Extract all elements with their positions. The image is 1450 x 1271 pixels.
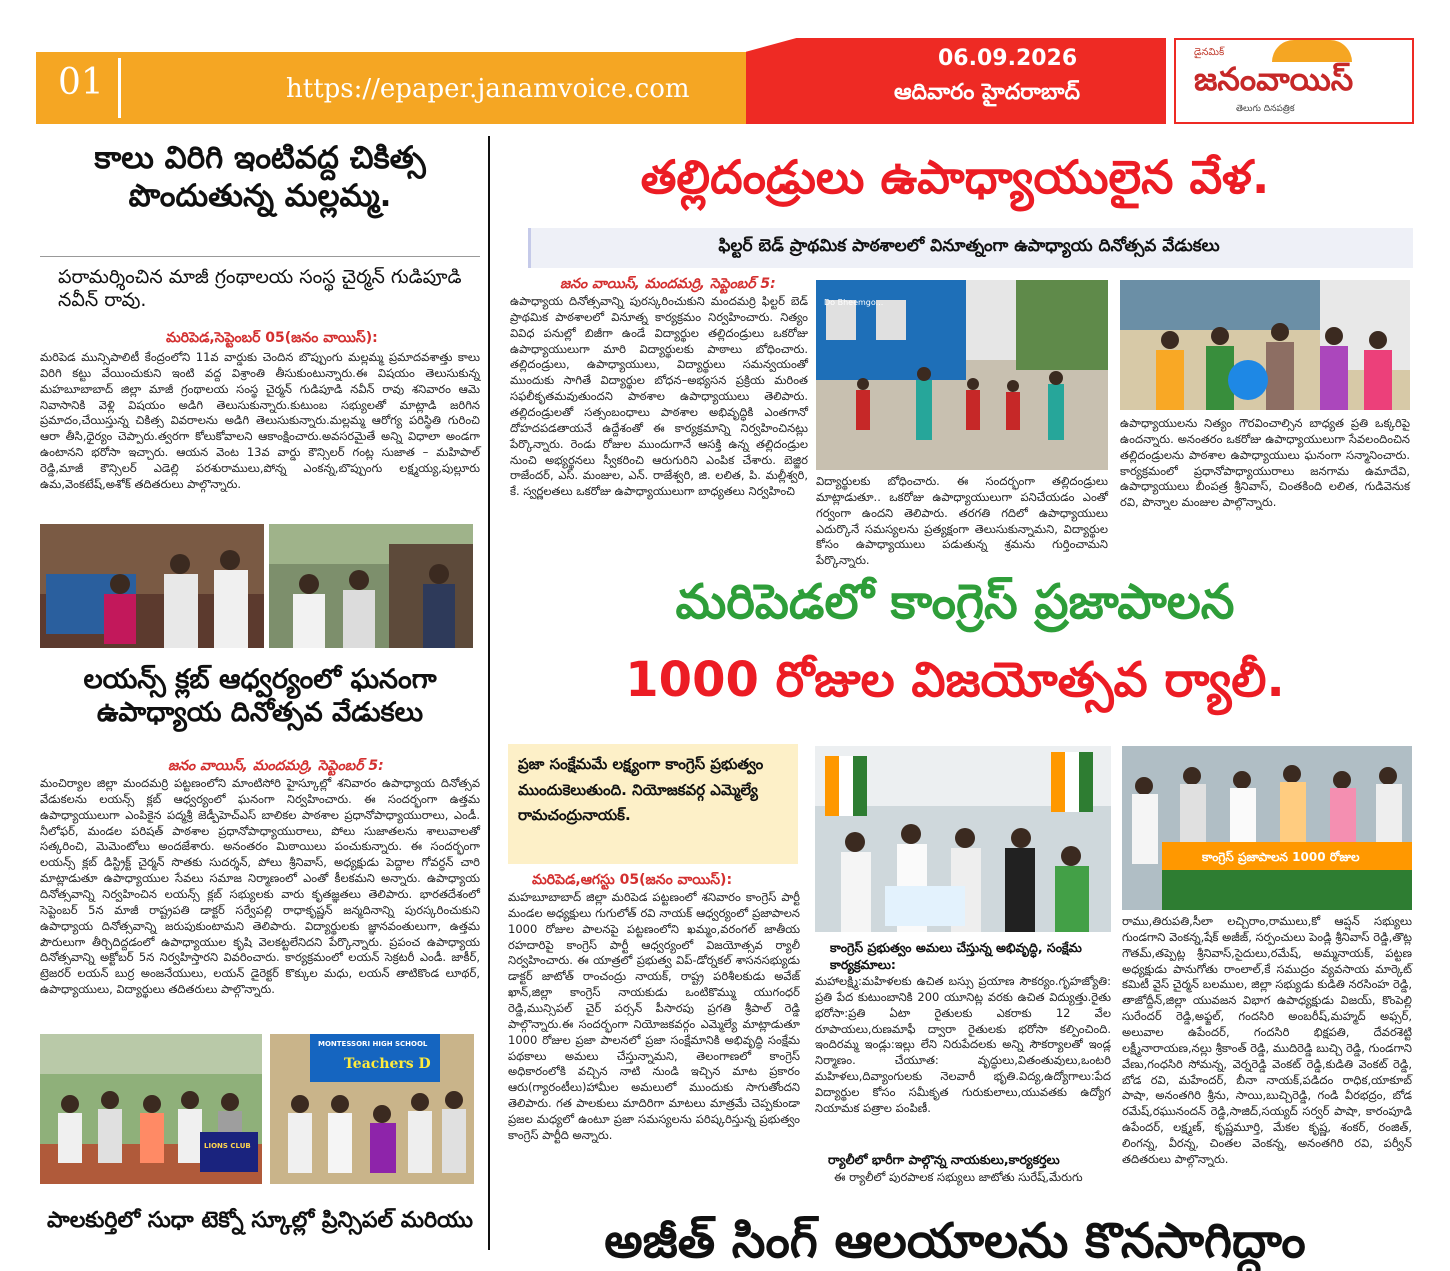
photo-wall-sign: Do Bheemgo... — [824, 298, 884, 307]
header-divider — [118, 58, 121, 118]
lions-club-banner-text: LIONS CLUB — [204, 1142, 251, 1150]
column-divider — [488, 136, 490, 1250]
photo-illustration — [815, 746, 1111, 932]
photo-illustration — [1120, 280, 1410, 410]
photo-school-yard-students — [816, 280, 1108, 470]
banner-school-text: MONTESSORI HIGH SCHOOL — [318, 1040, 428, 1048]
story4-body-col1: ఉపాధ్యాయ దినోత్సవాన్ని పురస్కరించుకుని మందమర్రి ఫిల్టర్ బెడ్ ప్రాథమిక పాఠశాలలో వినూత్న కార్యక్రమం నిర్వహించారు. నిత్యం వివిధ పనుల్లో బిజీగా ఉండే విద్యార్థుల తల్లిదండ్రులు ఒకరోజు ఉపాధ్యాయులుగా మారి విద్యార్థులకు పాఠాలు బోధించారు. తల్లిదండ్రులు, ఉపాధ్యాయులు, విద్యార్థులు సమన్వయంతో ముందుకు సాగితే విద్యార్థుల బోధన–అభ్యసన ప్రక్రియ మరింత సఫలీకృతమవుతుందని పాఠశాల ఉపాధ్యాయులు తెలిపారు. తల్లిదండ్రులతో సత్సంబంధాలు పాఠశాల అభివృద్ధికి ఎంతగానో దోహదపడతాయనే ఉద్దేశంతో ఈ కార్యక్రమాన్ని నిర్వహించినట్లు పేర్కొన్నారు. రెండు రోజుల ముందుగానే ఆసక్తి ఉన్న తల్లిదండ్రుల నుంచి అభ్యర్థనలు స్వీకరించి ఆరుగురిని ఎంపిక చేశారు. బెజ్జిర రాజేందర్, ఎస్. మంజుల, ఎన్. రాజేశ్వరి, జి. లలిత, పి. మల్లీశ్వరి, కే. స్వర్ణలతలు ఒకరోజు ఉపాధ్యాయులుగా బాధ్యతలు నిర్వహించి — [510, 294, 808, 499]
rally-banner-text: కాంగ్రెస్ ప్రజాపాలన 1000 రోజుల — [1202, 850, 1360, 864]
story4-headline: తల్లిదండ్రులు ఉపాధ్యాయులైన వేళ. — [640, 150, 1270, 204]
story5-headline-line1: మరిపెడలో కాంగ్రెస్ ప్రజాపాలన — [675, 574, 1235, 630]
logo-tagline: తెలుగు దినపత్రిక — [1236, 104, 1295, 114]
story5-body-col1: మహబూబాబాద్ జిల్లా మరిపెడ పట్టణంలో శనివారం కాంగ్రెస్ పార్టీ మండల అధ్యక్షులు గుగులోత్ రవి నాయక్ ఆధ్వర్యంలో ప్రజాపాలన 1000 రోజుల పాలనపై పట్టణంలోని ఖమ్మం,వరంగల్ జాతీయ రహదారిపై కాంగ్రెస్ పార్టీ ఆధ్వర్యంలో విజయోత్సవ ర్యాలీ నిర్వహించారు. ఈ యాత్రలో ప్రభుత్వ విప్-డోర్నకల్ శాసనసభ్యుడు డాక్టర్ జాటోత్ రాంచంద్రు నాయక్, రాష్ట్ర పరిశీలకుడు అవేజ్ ఖాన్,జిల్లా కాంగ్రెస్ నాయకుడు ఒంటికొమ్ము యుగంధర్ రెడ్డి,మున్సిపల్ చైర్ పర్సన్ పీసారపు ప్రగతి శ్రీపాల్ రెడ్డి పాల్గొన్నారు.ఈ సందర్భంగా నియోజకవర్గం ఎమ్మెల్యే మాట్లాడుతూ 1000 రోజుల ప్రజా పాలనలో ప్రజా సంక్షేమానికి అభివృద్ధి సంక్షేమ పథకాలు అమలు చేస్తున్నామని, తెలంగాణలో కాంగ్రెస్ అధికారంలోకి వచ్చిన నాటి నుండి ఇచ్చిన మాట ప్రకారం ఆరు(గ్యారంటీలు)హామీల అమలులో ముందుకు సాగుతోందని తెలిపారు. గత పాలకులు మాదిరిగా మాటలు మాత్రమే చెప్పకుండా ప్రజల మధ్యలో ఉంటూ ప్రజా సమస్యలను పరిష్కరిస్తున్న ప్రభుత్వం కాంగ్రెస్ పార్టీది అన్నారు. — [508, 890, 800, 1142]
story1-headline: కాలు విరిగి ఇంటివద్ద చికిత్స పొందుతున్న మల్లమ్మ. — [94, 140, 426, 214]
photo-illustration — [816, 280, 1108, 470]
photo-illustration — [1122, 746, 1412, 910]
story1-body: మరిపెడ మున్సిపాలిటీ కేంద్రంలోని 11వ వార్డుకు చెందిన బొప్పుంగు మల్లమ్మ ప్రమాదవశాత్తు కాలు విరిగి కట్టు వేయించుకుని ఇంటి వద్ద విశ్రాంతి తీసుకుంటున్నారు.ఈ విషయం తెలుసుకున్న మహబూబాబాద్ జిల్లా మాజీ గ్రంథాలయ సంస్థ చైర్మన్ గుడిపూడి నవీన్ రావు శనివారం ఆమె నివాసానికి వెళ్లి విషయం అడిగి తెలుసుకున్నారు.కుటుంబ సభ్యులతో మాట్లాడి జరిగిన ప్రమాదం,చేయిస్తున్న చికిత్స వివరాలను అడిగి తెలుసుకున్నారు.మల్లమ్మ ఆరోగ్య పరిస్థితి గురించి ఆరా తీసి,ధైర్యం చెప్పారు.త్వరగా కోలుకోవాలని ఆకాంక్షించారు.అవసరమైతే అన్ని విధాలా అండగా ఉంటానని భరోసా ఇచ్చారు. ఆయన వెంట 13వ వార్డు కౌన్సిలర్ గంట్ల సుజాత – మహిపాల్ రెడ్డి,మాజీ కౌన్సిలర్ ఎడెల్లి పరశురాములు,పోన్న ఎంకన్న,బొప్పుంగు లక్ష్మయ్య,పుల్లూరు ఉమ,వెంకటేష్,అశోక్ తదితరులు పాల్గొన్నారు. — [40, 350, 480, 491]
story5-body-col2b: ఈ ర్యాలీలో పురపాలక సభ్యులు జాటోతు సురేష్,మేరుగు — [834, 1170, 1083, 1184]
rule — [40, 256, 480, 257]
story5-headline-line2: 1000 రోజుల విజయోత్సవ ర్యాలీ. — [625, 652, 1285, 708]
photo-home-visit — [269, 524, 473, 648]
photo-illustration — [40, 1034, 262, 1184]
story2-dateline: జనం వాయిస్, మందమర్రి, సెప్టెంబర్ 5: — [168, 758, 384, 774]
issue-date: 06.09.2026 — [938, 46, 1078, 71]
banner-teachers-text: Teachers D — [344, 1056, 431, 1072]
photo-congress-rally-leaders — [815, 746, 1111, 932]
story4-dateline: జనం వాయిస్, మందమర్రి, సెప్టెంబర్ 5: — [560, 276, 776, 292]
photo-illustration — [269, 524, 473, 648]
photo-injured-woman-visit — [40, 524, 264, 648]
issue-day-city: ఆదివారం హైదరాబాద్ — [894, 80, 1080, 105]
story5-subhead2: ర్యాలీలో భారీగా పాల్గొన్న నాయకులు,కార్యకర్తలు — [828, 1152, 1060, 1167]
site-link[interactable]: https://epaper.janamvoice.com — [286, 74, 690, 104]
logo-small-text: డైనమిక్ — [1194, 47, 1225, 58]
story6-headline: అజీత్ సింగ్ ఆలయాలను కొనసాగిద్దాం — [604, 1213, 1306, 1269]
photo-illustration — [40, 524, 264, 648]
photo-congress-rally-banner — [1122, 746, 1412, 910]
masthead-logo — [1174, 38, 1414, 124]
photo-lions-club-event — [40, 1034, 262, 1184]
story3-headline: పాలకుర్తిలో సుధా టెక్నో స్కూల్లో ప్రిన్సిపల్ మరియు — [47, 1208, 473, 1233]
story4-subhead: ఫిల్టర్ బెడ్ ప్రాథమిక పాఠశాలలో వినూత్నంగా ఉపాధ్యాయ దినోత్సవ వేడుకలు — [718, 236, 1220, 256]
story4-body-col2: విద్యార్థులకు బోధించారు. ఈ సందర్భంగా తల్లిదండ్రులు మాట్లాడుతూ.. ఒకరోజు ఉపాధ్యాయులుగా పనిచేయడం ఎంతో గర్వంగా ఉందని తెలిపారు. తరగతి గదిలో ఉపాధ్యాయులు ఎదుర్కొనే సమస్యలను ప్రత్యక్షంగా తెలుసుకున్నామని, విద్యార్థుల కోసం ఉపాధ్యాయులు పడుతున్న శ్రమను గుర్తించామని పేర్కొన్నారు. — [816, 474, 1108, 568]
photo-classroom-globe — [1120, 280, 1410, 410]
sun-icon — [1272, 40, 1352, 62]
story5-body-col2: మహాలక్ష్మి:మహిళలకు ఉచిత బస్సు ప్రయాణ సౌకర్యం.గృహజ్యోతి: ప్రతి పేద కుటుంబానికి 200 యూనిట్ల వరకు ఉచిత విద్యుత్తు.రైతు భరోసా:ప్రతి ఏటా రైతులకు ఎకరాకు 12 వేల రూపాయలు,రుణమాఫీ ద్వారా రైతులకు భరోసా కల్పించింది. ఇందిరమ్మ ఇండ్లు:ఇల్లు లేని నిరుపేదలకు అన్ని సౌకర్యాలతో ఇండ్ల నిర్మాణం. చేయూత: వృద్ధులు,వితంతువులు,ఒంటరి మహిళలు,దివ్యాంగులకు నెలవారీ భృతి.విద్య,ఉద్యోగాలు:పేద విద్యార్థుల కోసం సమీకృత గురుకులాలు,యువతకు ఉద్యోగ నియామక పత్రాల పంపిణీ. — [815, 974, 1111, 1115]
page-number: 01 — [58, 62, 104, 103]
story1-subhead: పరామర్శించిన మాజీ గ్రంథాలయ సంస్థ చైర్మన్ గుడిపూడి నవీన్ రావు. — [58, 266, 462, 312]
story1-dateline: మరిపెడ,సెప్టెంబర్ 05(జనం వాయిస్): — [166, 330, 378, 346]
story5-dateline: మరిపెడ,ఆగస్టు 05(జనం వాయిస్): — [532, 872, 733, 888]
story2-body: మంచిర్యాల జిల్లా మందమర్రి పట్టణంలోని మాంటిసోరి హైస్కూల్లో శనివారం ఉపాధ్యాయ దినోత్సవ వేడుకలను లయన్స్ క్లబ్ ఆధ్వర్యంలో ఘనంగా నిర్వహించారు. ఈ సందర్భంగా ఉత్తమ ఉపాధ్యాయులుగా ఎంపికైన పద్మశ్రీ జెడ్పీహెచ్ఎస్ బాలికల పాఠశాల ప్రధానోపాధ్యాయురాలు, ఎండీ. నీలోఫర్, మండల పరిషత్ పాఠశాల ప్రధానోపాధ్యాయురాలు, పోలు సుజాతలను శాలువాలతో సత్కరించి, మెమెంటోలు అందజేశారు. అనంతరం మిఠాయిలు పంచుకున్నారు. ఈ సందర్భంగా లయన్స్ క్లబ్ డిస్ట్రిక్ట్ చైర్మన్ సొతకు సుదర్శన్, పోలు శ్రీనివాస్, అధ్యక్షుడు పెద్దాల గోవర్ధన్ చారి మాట్లాడుతూ ఉపాధ్యాయుల సేవలు సమాజ నిర్మాణంలో ఎంతో కీలకమని అన్నారు. ఉపాధ్యాయ దినోత్సవాన్ని నిర్వహించిన లయన్స్ క్లబ్ సభ్యులకు వారు కృతజ్ఞతలు తెలిపారు. భారతదేశంలో సెప్టెంబర్ 5న మాజీ రాష్ట్రపతి డాక్టర్ సర్వేపల్లి రాధాకృష్ణన్ జన్మదినాన్ని పురస్కరించుకుని ఉపాధ్యాయ దినోత్సవాన్ని జరుపుకుంటామని తెలిపారు. విద్యార్థులకు జ్ఞానవంతులుగా, ఉత్తమ పౌరులుగా తీర్చిదిద్దడంలో ఉపాధ్యాయుల కృషి వెలకట్టలేనిదని పేర్కొన్నారు. ప్రపంచ ఉపాధ్యాయ దినోత్సవాన్ని అక్టోబర్ 5న నిర్వహిస్తారని వివరించారు. కార్యక్రమంలో లయన్ సెక్రటరీ ఎండీ. జాకీర్, ట్రెజరర్ లయన్ బుర్ర అంజనేయులు, లయన్ డైరెక్టర్ కొక్కుల మధు, లయన్ తాటికొండ లూథర్, ఉపాధ్యాయులు, విద్యార్థులు తదితరులు పాల్గొన్నారు. — [40, 776, 480, 997]
story5-pull-quote: ప్రజా సంక్షేమమే లక్ష్యంగా కాంగ్రెస్ ప్రభుత్వం ముందుకెలుతుంది. నియోజకవర్గ ఎమ్మెల్యే రామచంద్రునాయక్. — [518, 755, 764, 824]
story2-headline: లయన్స్ క్లబ్ ఆధ్వర్యంలో ఘనంగా ఉపాధ్యాయ దినోత్సవ వేడుకలు — [83, 664, 437, 728]
story4-body-col3: ఉపాధ్యాయులను నిత్యం గౌరవించాల్సిన బాధ్యత ప్రతి ఒక్కరిపై ఉందన్నారు. అనంతరం ఒకరోజు ఉపాధ్యాయులుగా సేవలందించిన తల్లిదండ్రులను పాఠశాల ఉపాధ్యాయులు ఘనంగా సన్మానించారు. కార్యక్రమంలో ప్రధానోపాధ్యాయురాలు జనగామ ఉమాదేవి, ఉపాధ్యాయులు బీంపత్ర శ్రీనివాస్, చింతకింది లలిత, గుడివెనుక రవి, పొన్నాల మంజుల పాల్గొన్నారు. — [1120, 416, 1410, 510]
story5-photo-caption: కాంగ్రెస్ ప్రభుత్వం అమలు చేస్తున్న అభివృద్ధి, సంక్షేమ కార్యక్రమాలు: — [830, 940, 1082, 972]
photo-teachers-day-felicitation — [270, 1034, 474, 1184]
story5-body-col3: రాము,తిరుపతి,సీలా లచ్చిరాం,రాములు,కో ఆప్షన్ సభ్యులు గుండగాని వెంకన్న,షేక్ అజీజ్, సర్పంచులు పెండ్లి శ్రీనివాస్ రెడ్డి,తొట్ల గౌతమ్,తప్పెట్ల శ్రీనివాస్,సైదులు,రమేష్, అమ్మనాయక్, పట్టణ అధ్యక్షుడు పానుగోతు రాంలాల్,కే సముద్రం వ్యవసాయ మార్కెట్ కమిటీ వైస్ చైర్మన్ బలముల, జిల్లా సభ్యుడు కుడితి నరసింహ రెడ్డి, తాజోద్దీన్,జిల్లా యువజన విభాగ ఉపాధ్యక్షుడు విజయ్, కొంపెల్లి సురేందర్ రెడ్డి,అఫ్జల్, గందసిరి అంబరీష్,మహ్మద్ అఫ్సర్, అలువాల ఉపేందర్, గందసిరి భిక్షపతి, దేవరశెట్టి లక్ష్మీనారాయణ,నల్లు శ్రీకాంత్ రెడ్డి, ముదిరెడ్డి బుచ్చి రెడ్డి, గుండగాని వేణు,గంధసిరి సోమన్న, వెర్నరెడ్డి వెంకట్ రెడ్డి,కుడితి వెంకట్ రెడ్డి, బోడ రవి, మహేందర్, బీనా నాయక్,పడిదం రాధిక,యాకూబ్ పాషా, అనంతగిరి శ్రీను, సాయి,బుచ్చిరెడ్డి, గండి వీరభద్రం, బోడ రమేష్,రఘునందన్ రెడ్డి,సాజిద్,సయ్యద్ సర్వర్ పాషా, కారంపూడి ఉపేందర్, లక్ష్మణ్, కృష్ణమూర్తి, మేకల కృష్ణ, శంకర్, రంజిత్, లింగన్న, వీరన్న, చింతల వెంకన్న, అనంతగిరి రవి, పర్వీన్ తదితరులు పాల్గొన్నారు. — [1122, 914, 1412, 1166]
logo-text: జనంవాయిస్ — [1194, 60, 1354, 98]
